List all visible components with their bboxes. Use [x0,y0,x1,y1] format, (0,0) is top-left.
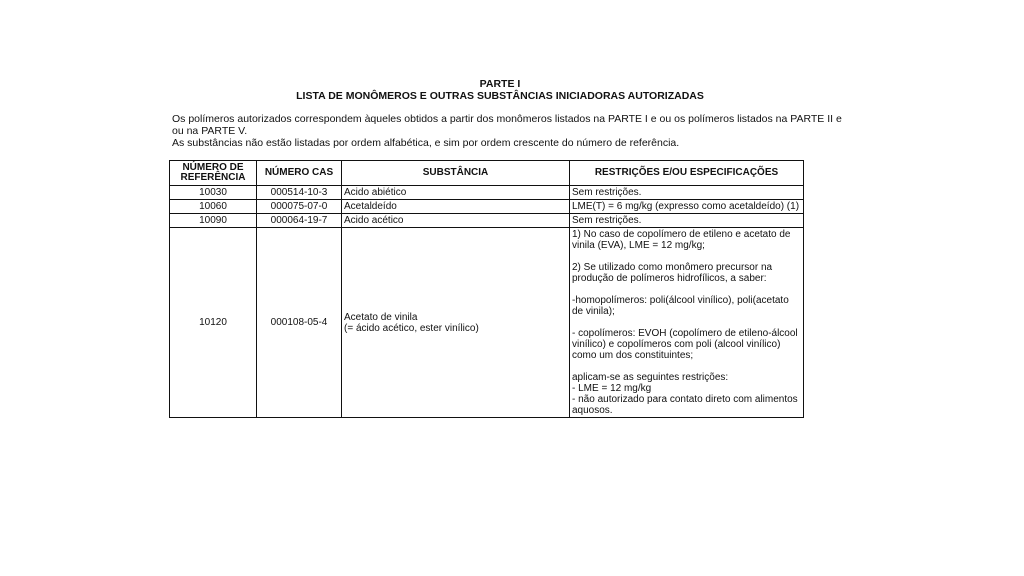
table-header-row [170,161,804,186]
title-block [0,78,1000,102]
intro-paragraph-2: As substâncias não estão listadas por ordem alfabética, e sim por ordem crescente do número de referência. [172,137,680,149]
cell-substance: Acido acético [342,214,570,228]
cell-reference: 10030 [170,186,257,200]
restriction-final-intro: aplicam-se as seguintes restrições: [572,372,729,383]
substances-table [169,160,804,418]
header-reference-line-1: NÚMERO DE [182,162,244,173]
cell-restrictions: Sem restrições. [570,186,804,200]
restriction-final-item-2: - não autorizado para contato direto com alimentos aquosos. [572,394,798,416]
cell-substance [342,228,570,418]
part-title: PARTE I [479,78,521,90]
cell-cas: 000514-10-3 [257,186,342,200]
table-row [170,186,804,200]
intro-paragraph-1: Os polímeros autorizados correspondem àqueles obtidos a partir dos monômeros listados na PARTE I e ou os polímeros listados na PARTE II e ou na PARTE V. [172,113,842,137]
cell-restrictions: Sem restrições. [570,214,804,228]
cell-restrictions: LME(T) = 6 mg/kg (expresso como acetaldeído) (1) [570,200,804,214]
cell-substance: Acetaldeído [342,200,570,214]
cell-substance: Acido abiético [342,186,570,200]
table-row [170,214,804,228]
cell-restrictions [570,228,804,418]
cell-cas: 000108-05-4 [257,228,342,418]
restriction-final-item-1: - LME = 12 mg/kg [572,383,652,394]
intro-text [172,113,852,149]
substance-name: Acetato de vinila [344,311,418,323]
header-substance: SUBSTÂNCIA [342,161,570,186]
cell-reference: 10090 [170,214,257,228]
cell-cas: 000064-19-7 [257,214,342,228]
substance-synonym: (= ácido acético, ester vinílico) [344,322,479,334]
table-row [170,200,804,214]
restriction-paragraph-4: - copolímeros: EVOH (copolímero de etileno-álcool vinílico) e copolímeros com poli (alcool vinílico) como um dos constituintes; [572,328,798,361]
restriction-paragraph-3: -homopolímeros: poli(álcool vinílico), poli(acetato de vinila); [572,295,789,317]
header-cas-number: NÚMERO CAS [257,161,342,186]
header-reference-number [170,161,257,186]
cell-cas: 000075-07-0 [257,200,342,214]
cell-reference: 10120 [170,228,257,418]
header-restrictions: RESTRIÇÕES E/OU ESPECIFICAÇÕES [570,161,804,186]
table-row [170,228,804,418]
restriction-paragraph-5 [572,372,801,416]
list-title: LISTA DE MONÔMEROS E OUTRAS SUBSTÂNCIAS INICIADORAS AUTORIZADAS [296,90,704,102]
header-reference-line-2: REFERÊNCIA [180,172,246,183]
restriction-paragraph-1: 1) No caso de copolímero de etileno e acetato de vinila (EVA), LME = 12 mg/kg; [572,229,791,251]
cell-reference: 10060 [170,200,257,214]
restriction-paragraph-2: 2) Se utilizado como monômero precursor na produção de polímeros hidrofílicos, a saber: [572,262,773,284]
